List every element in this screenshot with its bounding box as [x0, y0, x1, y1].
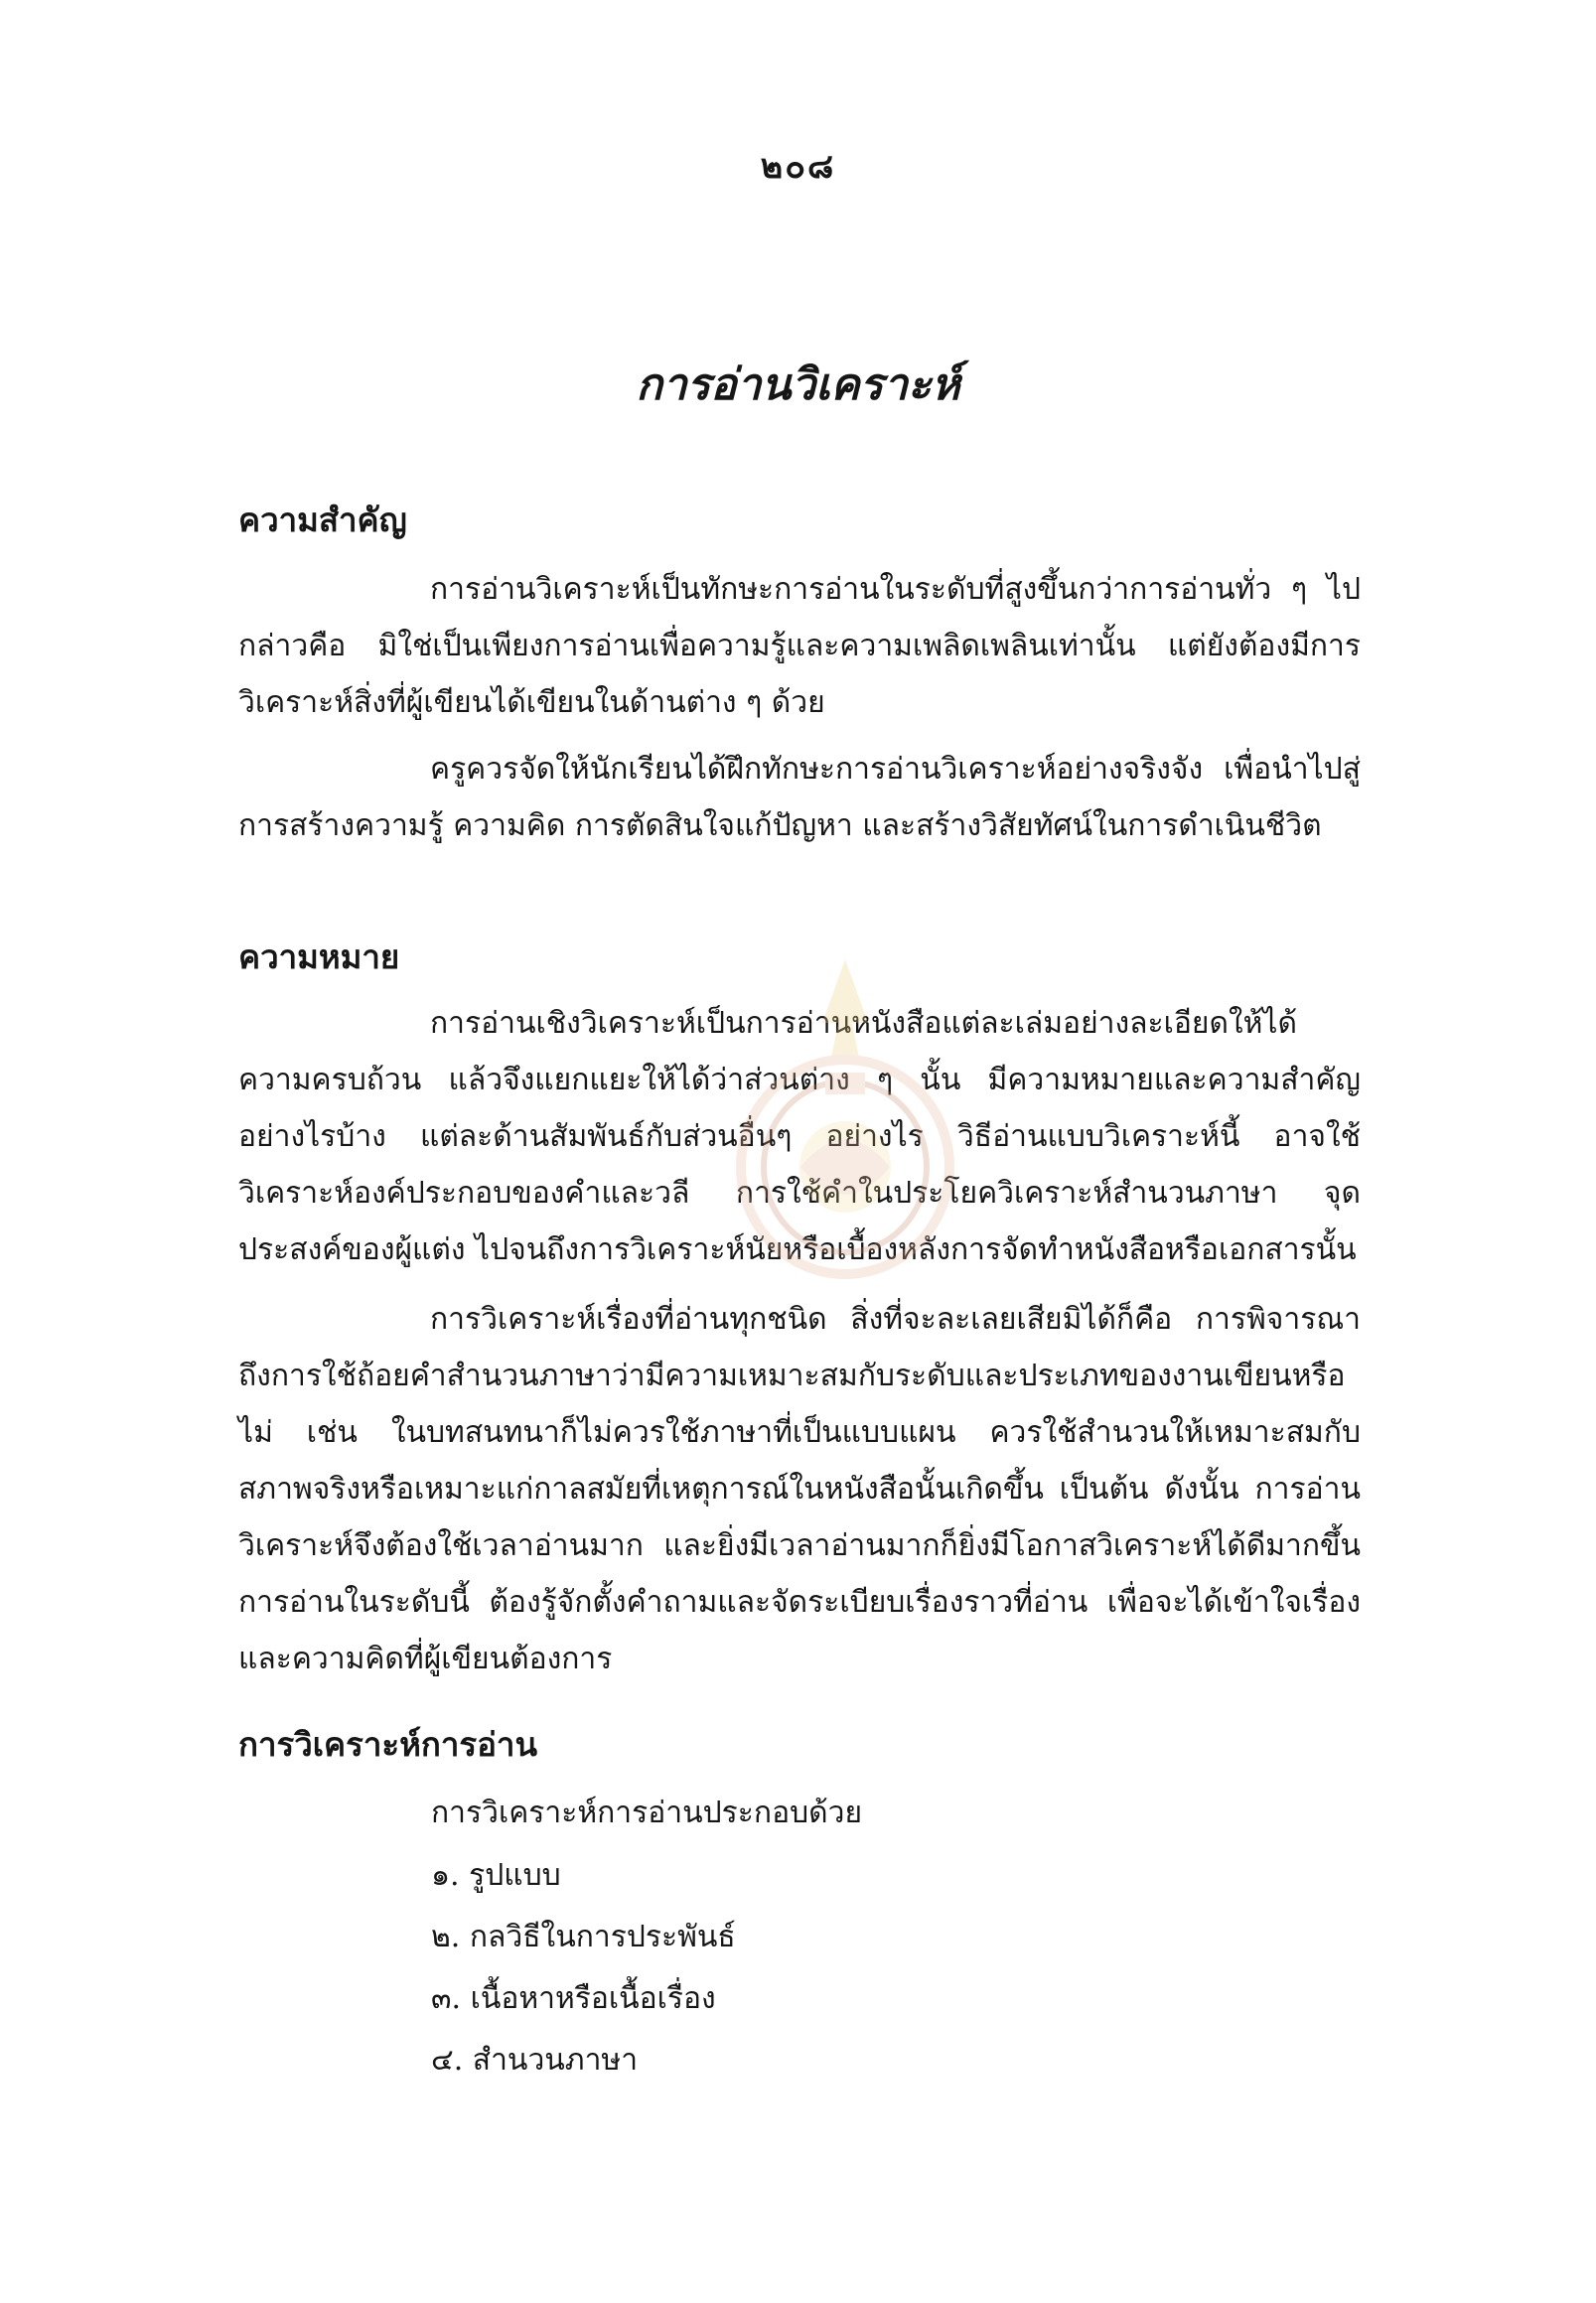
section-heading-reading-analysis: การวิเคราะห์การอ่าน: [238, 1725, 537, 1764]
page-number: ๒๐๘: [760, 147, 836, 187]
list-item: ๑. รูปแบบ: [431, 1858, 561, 1893]
paragraph-importance-1: การอ่านวิเคราะห์เป็นทักษะการอ่านในระดับที่สูงขึ้นกว่าการอ่านทั่ว ๆ ไป กล่าวคือ มิใช่เป็นเพียงการอ่านเพื่อความรู้และความเพลิดเพลินเท่านั้น แต่ยังต้องมีการวิเคราะห์สิ่งที่ผู้เขียนได้เขียนในด้านต่าง ๆ ด้วย: [238, 572, 1361, 720]
section-heading-meaning: ความหมาย: [238, 937, 400, 976]
document-title: การอ่านวิเคราะห์: [636, 360, 960, 410]
paragraph-meaning-1: การอ่านเชิงวิเคราะห์เป็นการอ่านหนังสือแต่ละเล่มอย่างละเอียดให้ได้ความครบถ้วน แล้วจึงแยกแยะให้ได้ว่าส่วนต่าง ๆ นั้น มีความหมายและความสำคัญอย่างไรบ้าง แต่ละด้านสัมพันธ์กับส่วนอื่นๆ อย่างไร วิธีอ่านแบบวิเคราะห์นี้ อาจใช้วิเคราะห์องค์ประกอบของคำและวลี การใช้คำในประโยควิเคราะห์สำนวนภาษา จุดประสงค์ของผู้แต่ง ไปจนถึงการวิเคราะห์นัยหรือเบื้องหลังการจัดทำหนังสือหรือเอกสารนั้น: [238, 1006, 1361, 1267]
analysis-component-list: [431, 1845, 736, 2091]
list-item: ๒. กลวิธีในการประพันธ์: [431, 1920, 736, 1954]
list-item: ๓. เนื้อหาหรือเนื้อเรื่อง: [431, 1981, 716, 2016]
list-item: ๔. สำนวนภาษา: [431, 2043, 639, 2078]
section-heading-importance: ความสำคัญ: [238, 501, 407, 539]
paragraph-importance-2: ครูควรจัดให้นักเรียนได้ฝึกทักษะการอ่านวิเคราะห์อย่างจริงจัง เพื่อนำไปสู่การสร้างความรู้ ความคิด การตัดสินใจแก้ปัญหา และสร้างวิสัยทัศน์ในการดำเนินชีวิต: [238, 752, 1361, 843]
paragraph-meaning-2: การวิเคราะห์เรื่องที่อ่านทุกชนิด สิ่งที่จะละเลยเสียมิได้ก็คือ การพิจารณาถึงการใช้ถ้อยคำสำนวนภาษาว่ามีความเหมาะสมกับระดับและประเภทของงานเขียนหรือไม่ เช่น ในบทสนทนาก็ไม่ควรใช้ภาษาที่เป็นแบบแผน ควรใช้สำนวนให้เหมาะสมกับสภาพจริงหรือเหมาะแก่กาลสมัยที่เหตุการณ์ในหนังสือนั้นเกิดขึ้น เป็นต้น ดังนั้น การอ่านวิเคราะห์จึงต้องใช้เวลาอ่านมาก และยิ่งมีเวลาอ่านมากก็ยิ่งมีโอกาสวิเคราะห์ได้ดีมากขึ้น การอ่านในระดับนี้ ต้องรู้จักตั้งคำถามและจัดระเบียบเรื่องราวที่อ่าน เพื่อจะได้เข้าใจเรื่องและความคิดที่ผู้เขียนต้องการ: [238, 1302, 1361, 1676]
school-emblem-seal-watermark-icon: [731, 953, 959, 1281]
list-intro: การวิเคราะห์การอ่านประกอบด้วย: [431, 1796, 863, 1830]
